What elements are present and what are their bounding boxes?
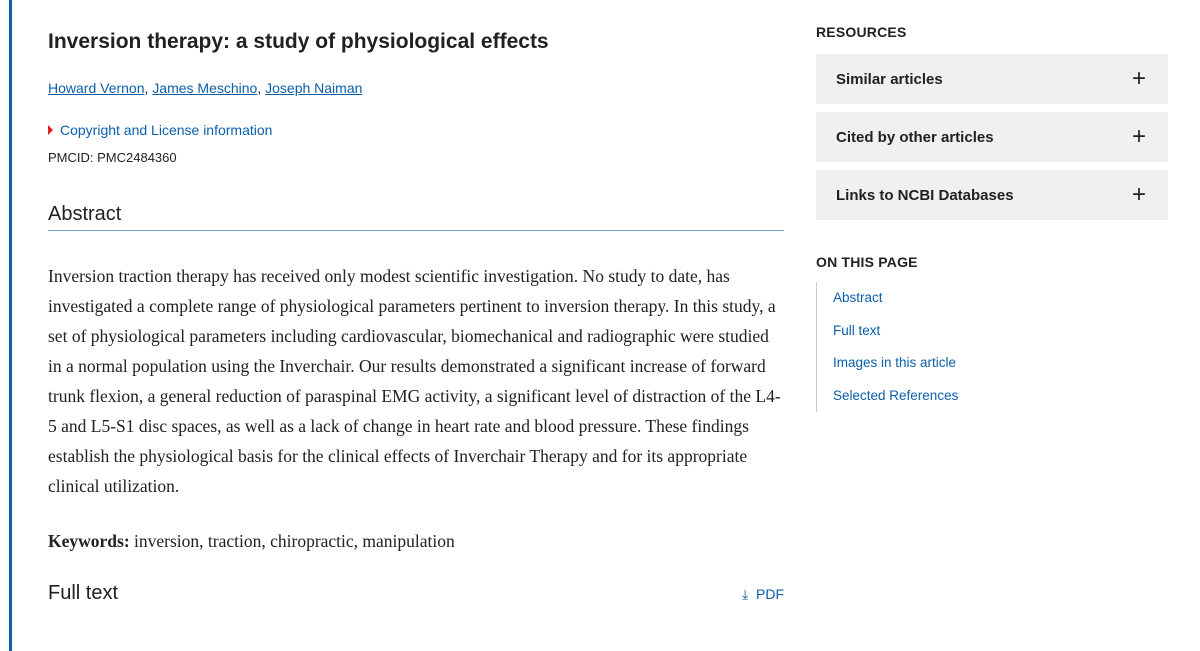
toc-images[interactable]: Images in this article	[833, 355, 957, 370]
pmcid: PMCID: PMC2484360	[48, 150, 177, 165]
toc-full-text[interactable]: Full text	[833, 322, 881, 338]
full-text-section	[48, 582, 784, 605]
caret-right-icon	[48, 125, 53, 135]
sidebar	[816, 24, 1168, 412]
pdf-download-link[interactable]	[742, 586, 784, 603]
pdf-label: PDF	[756, 586, 784, 602]
keywords-label: Keywords:	[48, 531, 130, 551]
keywords	[48, 531, 784, 552]
accordion-label: Similar articles	[836, 70, 943, 88]
author-link[interactable]: Howard Vernon	[48, 80, 145, 96]
resources-heading: RESOURCES	[816, 24, 907, 40]
accordion-label: Cited by other articles	[836, 128, 994, 146]
plus-icon: +	[1131, 181, 1146, 208]
author-link[interactable]: James Meschino	[152, 80, 258, 96]
keywords-value: inversion, traction, chiropractic, manipulation	[134, 531, 455, 551]
accordion-cited-by[interactable]	[816, 112, 1168, 162]
on-this-page-heading: ON THIS PAGE	[816, 254, 918, 270]
author-list: Howard Vernon, James Meschino, Joseph Naiman	[48, 80, 363, 96]
download-icon: ⤓	[742, 586, 749, 602]
accordion-ncbi-links[interactable]	[816, 170, 1168, 220]
full-text-heading: Full text	[48, 582, 119, 604]
author-link[interactable]: Joseph Naiman	[265, 80, 363, 96]
plus-icon: +	[1131, 123, 1146, 150]
abstract-text: Inversion traction therapy has received only modest scientific investigation. No study to date, has investigated a complete range of physiological parameters pertinent to inversion therapy. In this study, a set of physiological parameters including cardiovascular, biomechanical and radiographic were studied in a normal population using the Inverchair. Our results demonstrated a significant increase of forward trunk flexion, a general reduction of paraspinal EMG activity, a significant level of distraction of the L4-5 and L5-S1 disc spaces, as well as a lack of change in heart rate and blood pressure. These findings establish the physiological basis for the clinical effects of Inverchair Therapy and for its appropriate clinical utilization.	[48, 266, 781, 496]
copyright-toggle[interactable]	[48, 122, 784, 138]
left-accent-bar	[9, 0, 12, 651]
article-main	[48, 30, 784, 605]
accordion-similar-articles[interactable]	[816, 54, 1168, 104]
toc-abstract[interactable]: Abstract	[833, 290, 883, 305]
toc-list	[816, 282, 1168, 412]
copyright-link[interactable]: Copyright and License information	[60, 122, 273, 138]
abstract-heading: Abstract	[48, 203, 784, 231]
article-title: Inversion therapy: a study of physiological effects	[48, 30, 549, 53]
plus-icon: +	[1131, 65, 1146, 92]
accordion-label: Links to NCBI Databases	[836, 186, 1014, 204]
toc-references[interactable]: Selected References	[833, 387, 959, 403]
